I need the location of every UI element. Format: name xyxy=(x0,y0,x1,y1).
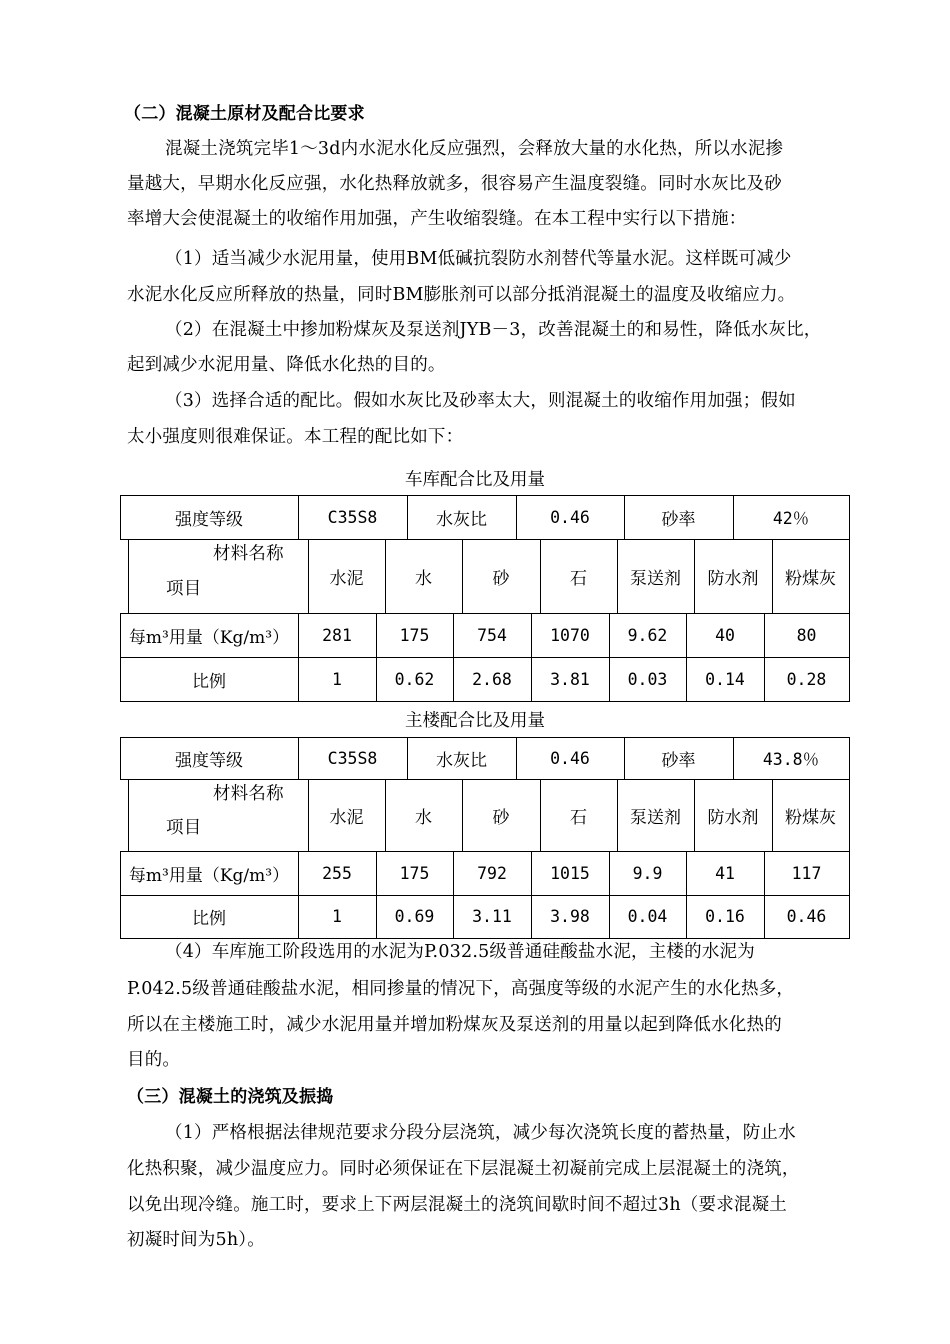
dosage-value: 1070 xyxy=(550,625,590,645)
material-header: 砂 xyxy=(492,808,510,828)
strength-value: C35S8 xyxy=(327,748,378,768)
dosage-label: 每m³用量（Kg/m³） xyxy=(128,865,290,886)
dosage-value: 255 xyxy=(322,863,352,883)
dosage-value: 41 xyxy=(715,863,735,883)
paragraph-line: 率增大会使混凝土的收缩作用加强，产生收缩裂缝。在本工程中实行以下措施： xyxy=(127,209,747,229)
paragraph-line: 以免出现冷缝。施工时，要求上下两层混凝土的浇筑间歇时间不超过3h（要求混凝土 xyxy=(127,1195,788,1215)
table-caption: 车库配合比及用量 xyxy=(405,470,545,490)
material-header: 砂 xyxy=(492,569,510,589)
wc-ratio-value: 0.46 xyxy=(550,507,590,527)
material-header: 石 xyxy=(570,808,587,828)
dosage-value: 80 xyxy=(796,625,817,645)
material-header: 防水剂 xyxy=(707,808,759,828)
ratio-value: 0.04 xyxy=(627,907,668,926)
paragraph-line: 目的。 xyxy=(127,1050,181,1070)
material-header: 防水剂 xyxy=(707,569,759,589)
sand-ratio-value: 43.8％ xyxy=(762,750,820,769)
sand-ratio-label: 砂率 xyxy=(661,750,696,771)
sand-ratio-label: 砂率 xyxy=(661,509,696,530)
dosage-value: 175 xyxy=(399,863,430,883)
ratio-value: 3.11 xyxy=(472,907,512,926)
diagonal-header-top: 材料名称 xyxy=(213,784,284,804)
table-caption: 主楼配合比及用量 xyxy=(405,711,545,731)
paragraph-line: 混凝土浇筑完毕1～3d内水泥水化反应强烈，会释放大量的水化热，所以水泥掺 xyxy=(165,139,784,159)
ratio-label: 比例 xyxy=(192,909,226,929)
wc-ratio-value: 0.46 xyxy=(550,748,590,768)
paragraph-line: （1）适当减少水泥用量，使用BM低碱抗裂防水剂替代等量水泥。这样既可减少 xyxy=(165,249,792,269)
ratio-value: 2.68 xyxy=(472,669,512,689)
dosage-value: 754 xyxy=(477,625,507,645)
section-heading-2: （二）混凝土原材及配合比要求 xyxy=(124,104,365,124)
dosage-value: 9.9 xyxy=(632,863,663,883)
sand-ratio-value: 42％ xyxy=(772,509,810,528)
paragraph-line: （1）严格根据法律规范要求分段分层浇筑，减少每次浇筑长度的蓄热量，防止水 xyxy=(165,1123,796,1143)
material-header: 石 xyxy=(570,569,587,589)
material-header: 粉煤灰 xyxy=(785,569,836,589)
material-header: 泵送剂 xyxy=(630,808,681,828)
dosage-value: 175 xyxy=(399,625,430,645)
ratio-value: 0.62 xyxy=(394,669,435,689)
ratio-value: 0.14 xyxy=(705,669,745,689)
paragraph-line: （4）车库施工阶段选用的水泥为P.032.5级普通硅酸盐水泥，主楼的水泥为 xyxy=(165,942,755,962)
wc-ratio-label: 水灰比 xyxy=(436,750,487,771)
ratio-value: 1 xyxy=(332,669,342,689)
dosage-label: 每m³用量（Kg/m³） xyxy=(128,627,290,648)
paragraph-line: 太小强度则很难保证。本工程的配比如下： xyxy=(127,427,464,447)
material-header: 水泥 xyxy=(329,808,364,828)
paragraph-line: 量越大，早期水化反应强，水化热释放就多，很容易产生温度裂缝。同时水灰比及砂 xyxy=(127,174,782,194)
material-header: 水 xyxy=(415,569,432,589)
paragraph-line: 化热积聚，减少温度应力。同时必须保证在下层混凝土初凝前完成上层混凝土的浇筑， xyxy=(127,1159,800,1179)
material-header: 水泥 xyxy=(329,569,364,589)
strength-label: 强度等级 xyxy=(175,509,243,530)
strength-label: 强度等级 xyxy=(175,750,243,771)
diagonal-header-bottom: 项目 xyxy=(166,818,202,838)
material-header: 水 xyxy=(415,808,432,828)
strength-value: C35S8 xyxy=(327,507,378,527)
ratio-value: 0.69 xyxy=(394,907,435,926)
ratio-value: 1 xyxy=(332,907,342,926)
section-heading-3: （三）混凝土的浇筑及振捣 xyxy=(127,1087,334,1107)
ratio-value: 0.03 xyxy=(627,669,668,689)
paragraph-line: 初凝时间为5h）。 xyxy=(127,1230,265,1250)
ratio-value: 0.16 xyxy=(705,907,745,926)
dosage-value: 9.62 xyxy=(627,625,668,645)
ratio-value: 3.81 xyxy=(550,669,590,689)
ratio-label: 比例 xyxy=(192,671,226,692)
ratio-value: 0.28 xyxy=(786,669,827,689)
ratio-value: 3.98 xyxy=(550,907,590,926)
dosage-value: 792 xyxy=(477,863,507,883)
material-header: 泵送剂 xyxy=(630,569,681,589)
paragraph-line: P.042.5级普通硅酸盐水泥，相同掺量的情况下，高强度等级的水泥产生的水化热多， xyxy=(127,979,795,999)
ratio-value: 0.46 xyxy=(786,907,827,926)
diagonal-header-top: 材料名称 xyxy=(213,544,284,564)
material-header: 粉煤灰 xyxy=(785,808,836,828)
dosage-value: 40 xyxy=(715,625,735,645)
paragraph-line: 所以在主楼施工时，减少水泥用量并增加粉煤灰及泵送剂的用量以起到降低水化热的 xyxy=(127,1015,782,1035)
wc-ratio-label: 水灰比 xyxy=(436,509,487,530)
paragraph-line: 起到减少水泥用量、降低水化热的目的。 xyxy=(127,355,446,375)
dosage-value: 117 xyxy=(791,863,822,883)
dosage-value: 1015 xyxy=(550,863,590,883)
diagonal-header-bottom: 项目 xyxy=(166,579,202,599)
paragraph-line: （3）选择合适的配比。假如水灰比及砂率太大，则混凝土的收缩作用加强；假如 xyxy=(165,391,796,411)
paragraph-line: 水泥水化反应所释放的热量，同时BM膨胀剂可以部分抵消混凝土的温度及收缩应力。 xyxy=(127,285,796,305)
dosage-value: 281 xyxy=(322,625,352,645)
paragraph-line: （2）在混凝土中掺加粉煤灰及泵送剂JYB－3，改善混凝土的和易性，降低水灰比， xyxy=(165,320,822,340)
